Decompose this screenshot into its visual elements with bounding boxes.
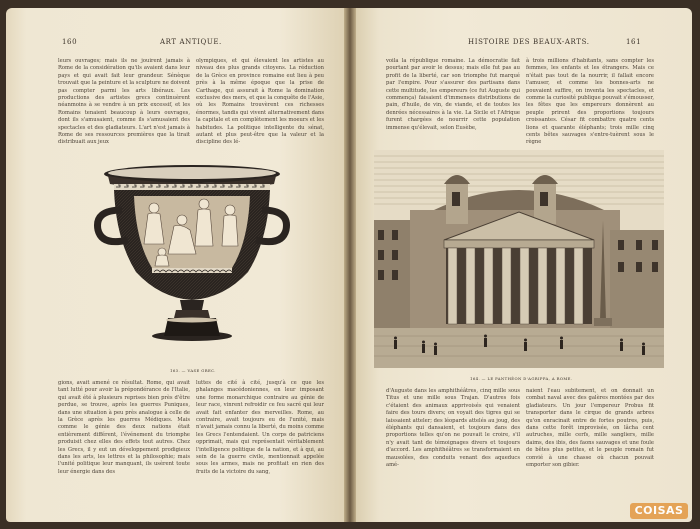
right-col2-top: à trois millions d'habitants, sans compter les femmes, les enfants et les étrangers. Mais ce n'était pas tout de la nourrir, il fallait encore l'amuser, et comme les bonnes-arts ne pouvaient suffire, on inventa les spectacles, et comme la curiosité publique pouvait s'émousser, les fêtes que les empereurs donnèrent au peuple prirent des proportions toujours croissantes. César fit combattre quatre cents lions et quarante éléphants; trois mille cinq cents bêtes sauvages s'entre-tuèrent sous le règne [526, 58, 654, 146]
coisas-watermark: COISAS [630, 503, 688, 519]
left-col2-top: olympiques, et qui élevaient les artistes au niveau des plus grands citoyens. La réduction de la Grèce en province romaine eut lieu à peu près à la même époque que la prise de Carthage, qui assurait à Rome la domination exclusive des mers, et que la conquête de l'Asie, où les Romains trouvèrent ces richesses énormes, tandis qui vivent alternativement dans la capitale et en complètement les moeurs et les habitudes. La politique intelligente du sénat, autant et plus peut-être que la valeur et la discipline des lé- [196, 58, 324, 146]
left-page-number: 160 [62, 38, 78, 46]
right-col2-bottom: naient l'eau subitement, et on donnait un combat naval avec des galères montées par des gladiateurs. Un jour l'empereur Probus fit transporter dans le cirque de grands arbres qu'on enracinait entre de fortes poutres, puis, dans cette forêt improvisée, on lâcha cent autruches, mille cerfs, mille sangliers, mille daims, des ibis, des faons sauvages et une foule de bêtes plus petites, et le peuple romain fut convié à une chasse où chacun pouvait emporter son gibier. [526, 388, 654, 469]
left-col1-top: leurs ouvrages; mais ils ne jouirent jamais à Rome de la considération qu'ils avaient dans leur pays et qui avait fait leur grandeur. Sénèque trouvait que la peinture et la sculpture ne doivent pas compter parmi les arts libéraux. Les productions des artistes grecs continuèrent néanmoins à se vendre à un prix excessif, et les Romains tenaient beaucoup à leurs ouvrages, dont ils s'amusaient, comme ils s'amusaient des spectacles et des gladiateurs. L'art n'est jamais à Rome de ses ressources premières que la tirait distribuait aux jeux [58, 58, 190, 146]
left-running-head: ART ANTIQUE. [160, 38, 222, 46]
right-col1-bottom: d'Auguste dans les amphithéâtres, cinq mille sous Titus et une mille sous Trajan. D'autres fois c'étaient des animaux apprivoisés qui venaient faire des tours divers; on voyait des tigres qui se laissaient atteler; des léopards attelés au joug, des éléphants qui dansaient, et toujours dans des proportions telles qu'on ne pouvait le croire, s'il n'y avait tant de témoignages divers et toujours d'accord. Les amphithéâtres se transformaient en mausolées, des conduits venant des aqueducs amé- [386, 388, 520, 469]
left-col1-bottom: gions, avait amené ce résultat. Rome, qui avait tant lutté pour avoir la prépondérance de l'Italie, qui avait été à plusieurs reprises bien près d'être perdue, se trouve, après les guerres Puniques, dans une situation à peu près analogue à celle de la Grèce après les guerres Médiques. Mais comme le génie des deux nations était entièrement différent, l'événement du triomphe produisit chez elles des effets tout autres. Chez les Grecs, il y eut un développement prodigieux dans les arts, les lettres et la philosophie; mais l'unité politique leur manquant, ils usèrent toute leur énergie dans des [58, 380, 190, 475]
left-col2-bottom: luttes de cité à cité, jusqu'à ce que les phalanges macédoniennes, en leur imposant une forme monarchique contraire au génie de leur race, vinrent refroidir ce feu sacré qui leur avait fait enfanter des merveilles. Rome, au contraire, avait toujours eu de l'unité, mais n'avait jamais connu la liberté, du moins comme les Grecs l'entendaient. Un corps de patriciens opprimait, mais qui représentait véritablement l'intelligence politique de la nation, et à qui, au sein de la guerre civile, mentionnait appelée sous les armes, mais ne profitait en rien des fruits de la victoire du sang, [196, 380, 324, 475]
pantheon-engraving [374, 150, 664, 368]
right-page-number: 161 [626, 38, 642, 46]
right-running-head: HISTOIRE DES BEAUX-ARTS. [468, 38, 590, 46]
right-col1-top: voila la république romaine. La démocratie fait pourtant par avoir le dessus; mais elle fut pas au profit de la liberté, car son triomphe fut marqué par l'empire. Pour s'assurer des partisans dans cette multitude, les empereurs (ce fut Auguste qui commença) faisaient d'immenses distributions de pain, d'huile, de vin, de viande, et de toutes les denrées nécessaires à la vie. La Sicile et l'Afrique furent chargées de nourrir cette population immense qu'élevait, selon Eusèbe, [386, 58, 520, 131]
pantheon-caption: 164. — LE PANTHÉON D'AGRIPPA, A ROME. [470, 376, 573, 381]
vase-caption: 163. — VASE GREC. [170, 368, 216, 373]
greek-vase-illustration [92, 160, 292, 360]
book-gutter [344, 8, 356, 522]
